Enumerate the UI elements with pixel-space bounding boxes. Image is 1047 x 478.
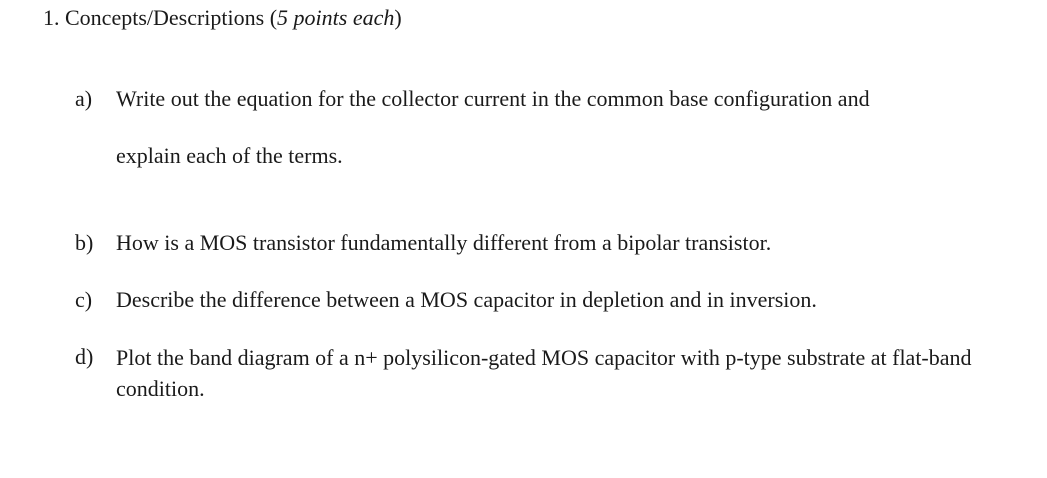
question-letter: d) <box>75 344 94 369</box>
section-number: 1. <box>43 5 60 30</box>
question-text <box>116 84 1015 171</box>
question-c <box>75 285 1015 315</box>
question-text: How is a MOS transistor fundamentally different from a bipolar transistor. <box>116 230 772 255</box>
question-text: Describe the difference between a MOS capacitor in depletion and in inversion. <box>116 287 817 312</box>
question-text-line-1: Write out the equation for the collector current in the common base configuration and <box>116 86 870 111</box>
question-letter: b) <box>75 230 94 255</box>
question-text: Plot the band diagram of a n+ polysilicon-gated MOS capacitor with p-type substrate at flat-band condition. <box>116 345 972 401</box>
section-title: Concepts/Descriptions <box>65 5 265 30</box>
question-a <box>75 84 1015 171</box>
question-letter: c) <box>75 287 93 312</box>
points-note: 5 points each <box>277 5 395 30</box>
question-d <box>75 342 1015 404</box>
question-b <box>75 228 1015 258</box>
question-letter: a) <box>75 86 93 111</box>
section-heading: 1. Concepts/Descriptions (5 points each) <box>43 5 402 30</box>
question-text-line-2: explain each of the terms. <box>116 143 343 168</box>
